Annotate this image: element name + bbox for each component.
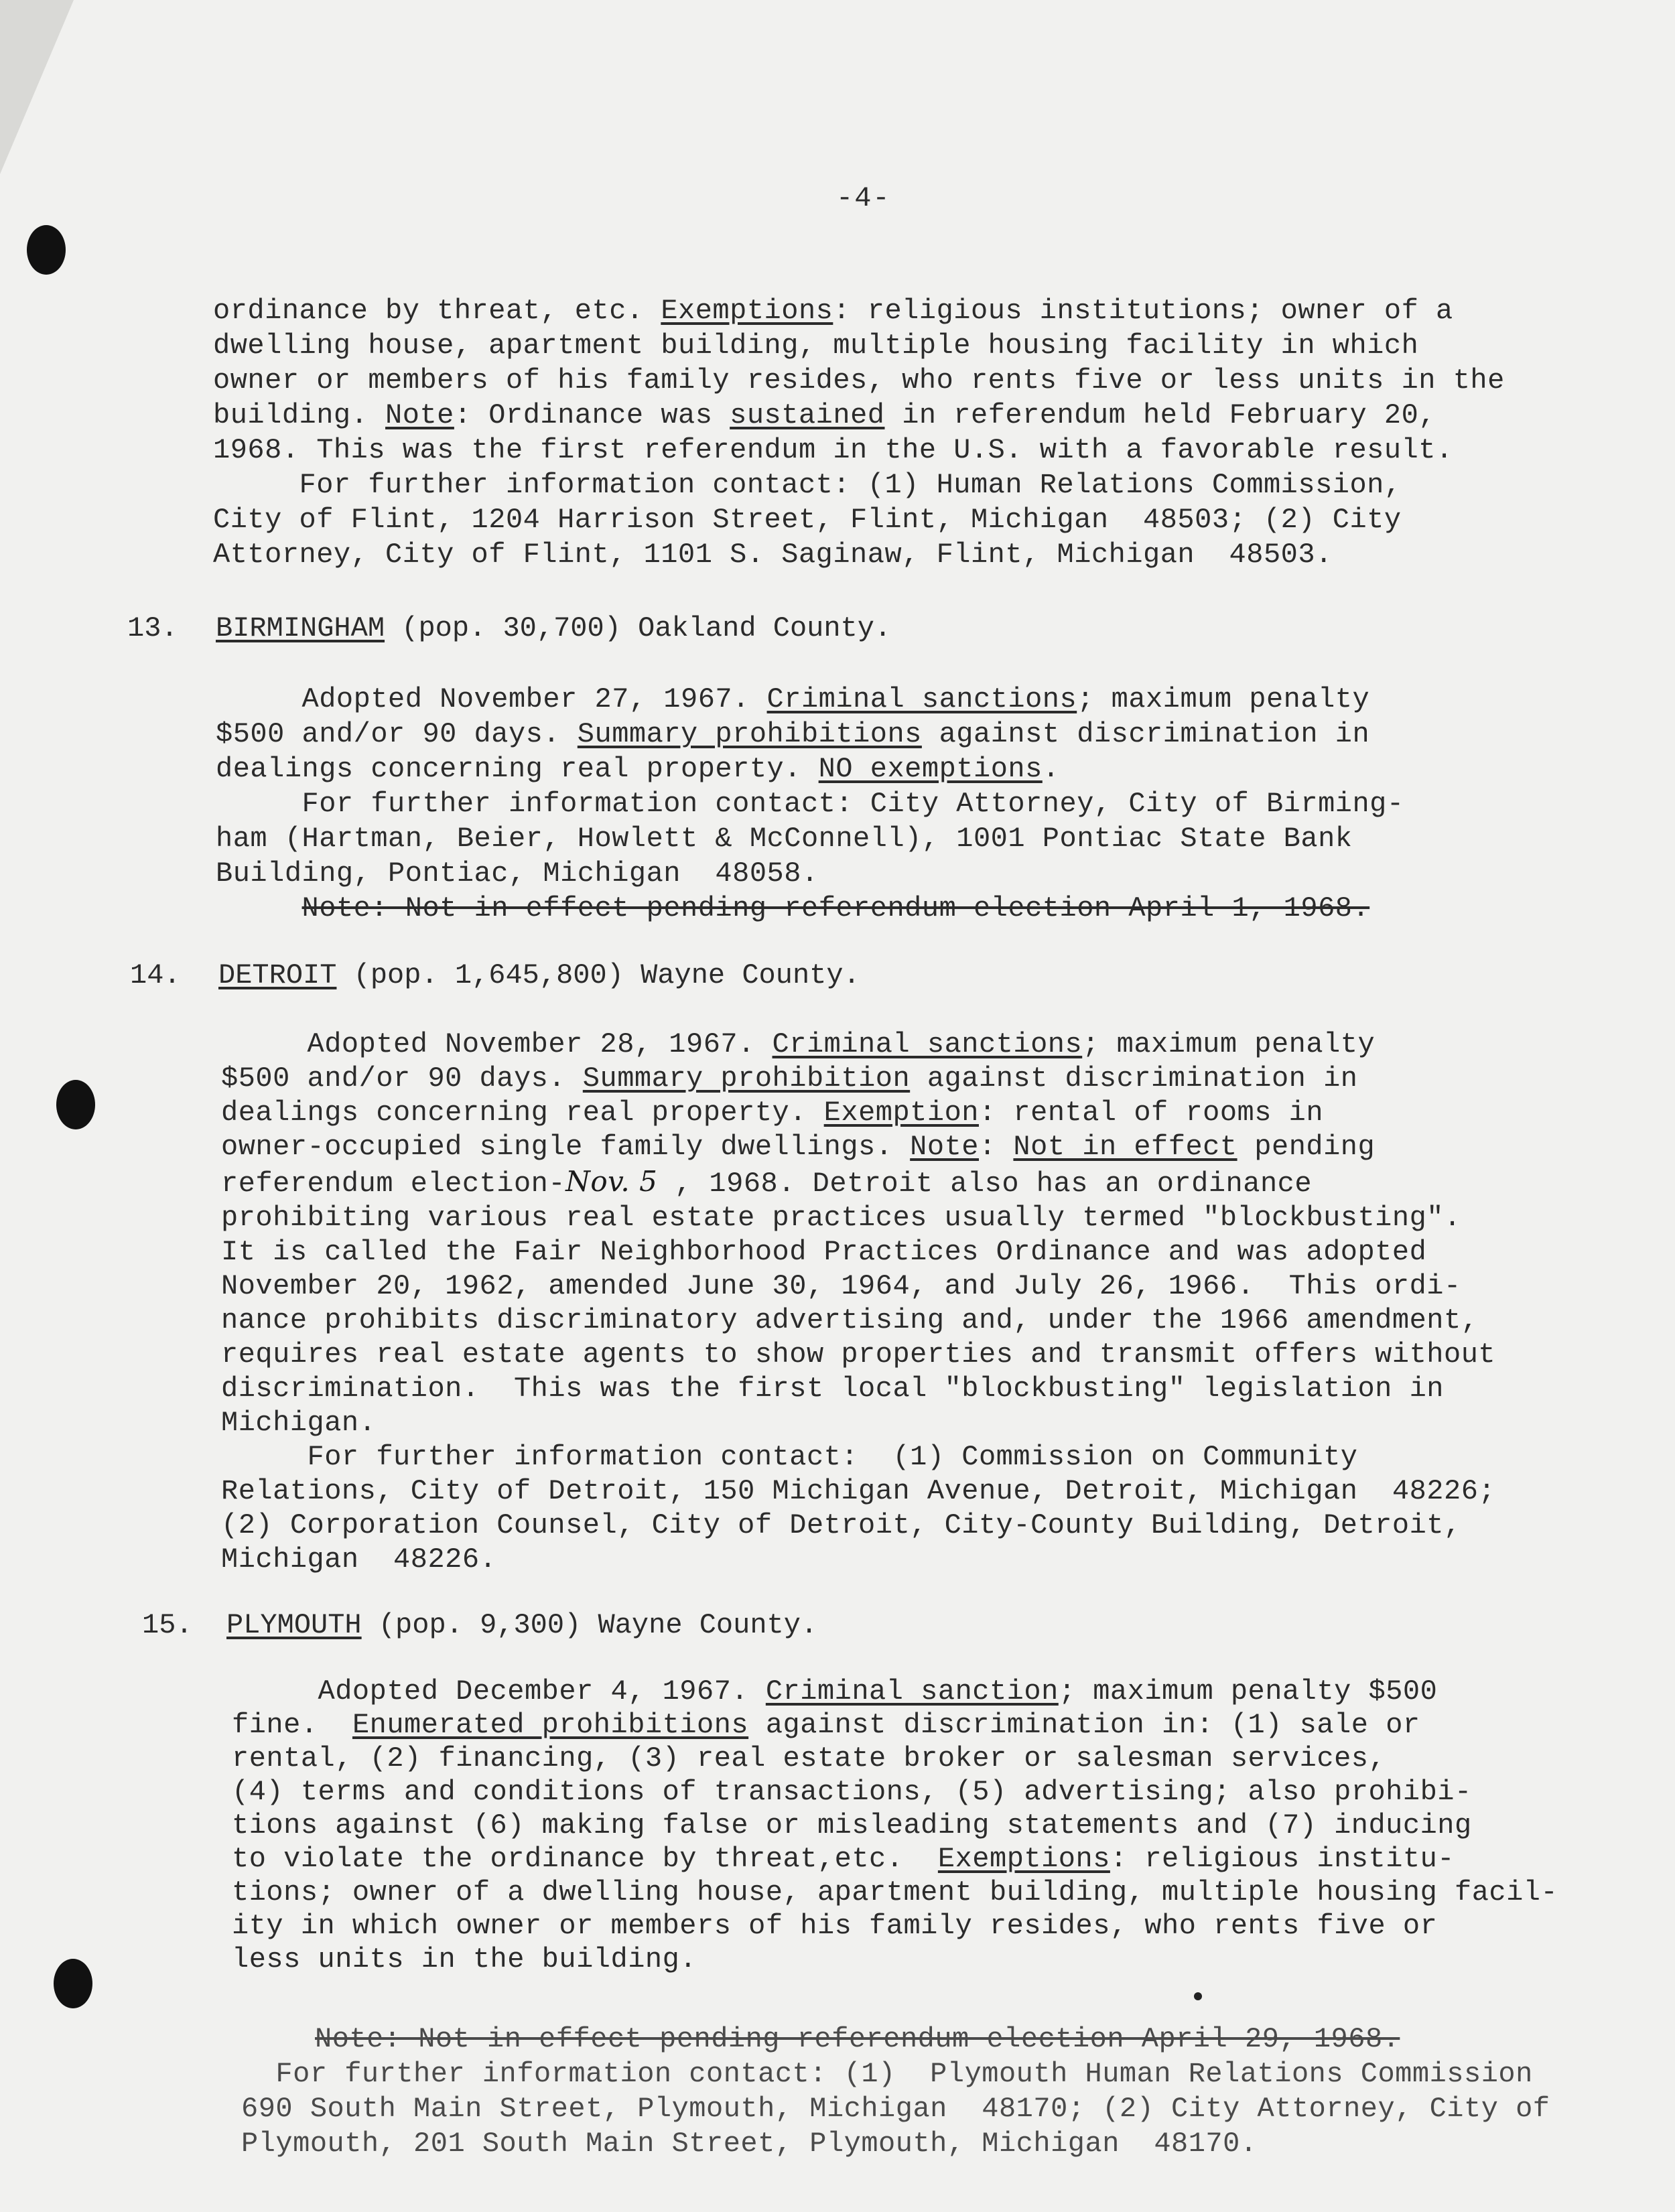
item-number-14: 14. <box>130 959 181 991</box>
plymouth-struck-note: Note: Not in effect pending referendum election April 29, 1968. <box>315 2023 1400 2055</box>
item-number-13: 13. <box>127 612 178 644</box>
birmingham-struck-note: Note: Not in effect pending referendum election April 1, 1968. <box>302 892 1370 924</box>
birmingham-heading: BIRMINGHAM (pop. 30,700) Oakland County. <box>216 612 892 644</box>
plymouth-heading: PLYMOUTH (pop. 9,300) Wayne County. <box>226 1609 818 1641</box>
punch-hole-bottom <box>54 1959 92 2008</box>
plymouth-body: Adopted December 4, 1967. Criminal sanction; maximum penalty $500 fine. Enumerated prohibitions against discrimination in: (1) sale or rental, (2) financing, (3) real estate broker or salesman services, (4) terms and conditions of transactions, (5) advertising; also prohibi- tions against (6) making false or misleading statements and (7) inducing to violate the ordinance by threat,etc. Exemptions: religious institu- tions; owner of a dwelling house, apartment building, multiple housing facil- ity in which owner or members of his family resides, who rents five or less units in the building. <box>232 1675 1558 1976</box>
detroit-body: Adopted November 28, 1967. Criminal sanctions; maximum penalty $500 and/or 90 days. Summary prohibition against discrimination in dealings concerning real property. Exemption: rental of rooms in owner-occupied single family dwellings. Note: Not in effect pending referendum election-Nov. 5 , 1968. Detroit also has an ordinance prohibiting various real estate practices usually termed "blockbusting". It is called the Fair Neighborhood Practices Ordinance and was adopted November 20, 1962, amended June 30, 1964, and July 26, 1966. This ordi- nance prohibits discriminatory advertising and, under the 1966 amendment, requires real estate agents to show properties and transmit offers without discrimination. This was the first local "blockbusting" legislation in Michigan. For further information contact: (1) Commission on Community Relations, City of Detroit, 150 Michigan Avenue, Detroit, Michigan 48226; (2) Corporation Counsel, City of Detroit, City-County Building, Detroit, Michigan 48226. <box>221 1028 1496 1576</box>
punch-hole-top <box>27 225 66 275</box>
birmingham-body: Adopted November 27, 1967. Criminal sanctions; maximum penalty $500 and/or 90 days. Summary prohibitions against discrimination in dealings concerning real property. NO exemptions. For further information contact: City Attorney, City of Birming- ham (Hartman, Beier, Howlett & McConnell), 1001 Pontiac State Bank Building, Pontiac, Michigan 48058. Note: Not in effect pending referendum election April 1, 1968. <box>216 683 1404 924</box>
page-number: -4- <box>836 182 891 214</box>
folded-page-corner <box>0 0 74 174</box>
detroit-heading: DETROIT (pop. 1,645,800) Wayne County. <box>218 959 860 991</box>
punch-hole-middle <box>56 1080 95 1129</box>
ink-speck <box>1194 1992 1202 2000</box>
flint-continuation: ordinance by threat, etc. Exemptions: religious institutions; owner of a dwelling house, apartment building, multiple housing facility in which owner or members of his family resides, who rents five or less units in the building. Note: Ordinance was sustained in referendum held February 20, 1968. This was the first referendum in the U.S. with a favorable result. For further information contact: (1) Human Relations Commission, City of Flint, 1204 Harrison Street, Flint, Michigan 48503; (2) City Attorney, City of Flint, 1101 S. Saginaw, Flint, Michigan 48503. <box>213 295 1505 571</box>
item-number-15: 15. <box>142 1609 193 1641</box>
plymouth-contact: For further information contact: (1) Plymouth Human Relations Commission 690 South Main Street, Plymouth, Michigan 48170; (2) City Attorney, City of Plymouth, 201 South Main Street, Plymouth, Michigan 48170. <box>241 2058 1550 2160</box>
handwritten-date: Nov. 5 <box>565 1165 658 1198</box>
